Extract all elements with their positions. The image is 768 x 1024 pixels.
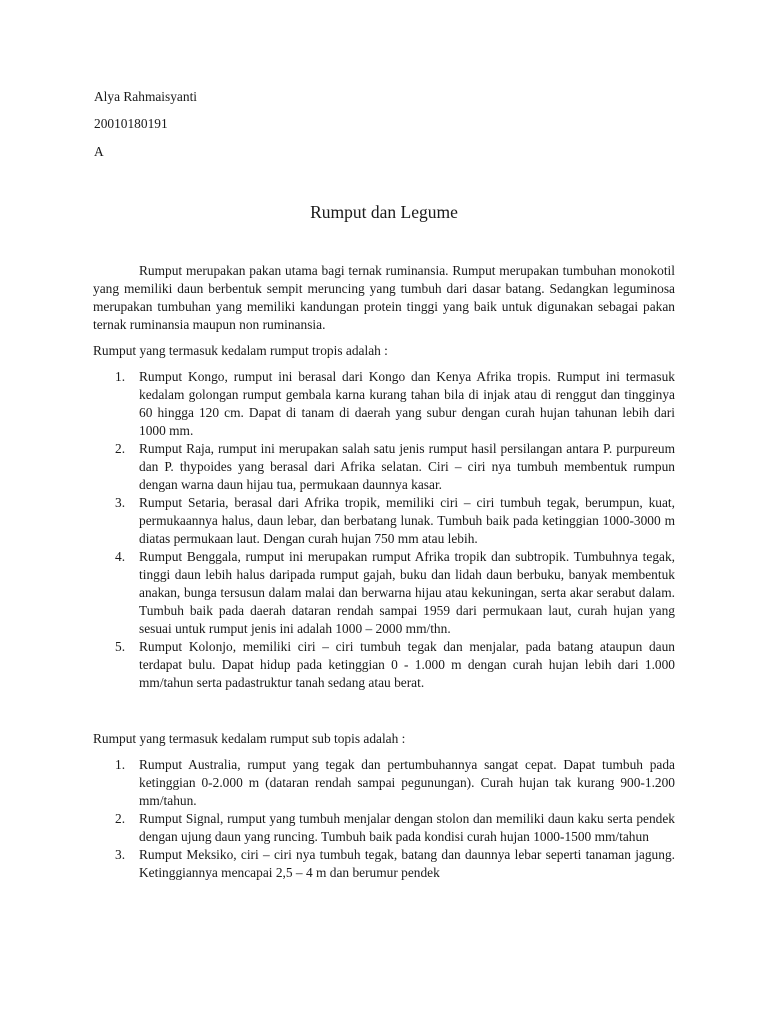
author-name: Alya Rahmaisyanti [94, 89, 198, 104]
tropical-lead: Rumput yang termasuk kedalam rumput tropis adalah : [93, 343, 388, 358]
list-item [93, 494, 675, 548]
list-number: 1. [115, 757, 126, 772]
list-item-text: Rumput Kolonjo, memiliki ciri – ciri tumbuh tegak dan menjalar, pada batang ataupun daun terdapat bulu. Dapat hidup pada ketinggian 0 - 1.000 m dengan curah hujan lebih dari 1.000 mm/tahun serta padastruktur tanah sedang atau berat. [139, 639, 675, 690]
list-number: 2. [115, 441, 126, 456]
list-item-text: Rumput Signal, rumput yang tumbuh menjalar dengan stolon dan memiliki daun kaku serta pendek dengan ujung daun yang runcing. Tumbuh baik pada kondisi curah hujan 1000-1500 mm/tahun [139, 811, 675, 844]
list-item-text: Rumput Australia, rumput yang tegak dan pertumbuhannya sangat cepat. Dapat tumbuh pada ketinggian 0-2.000 m (dataran rendah sampai pegunungan). Curah hujan tak kurang 900-1.200 mm/tahun. [139, 757, 675, 808]
subtropical-list [93, 756, 675, 882]
intro-paragraph: Rumput merupakan pakan utama bagi ternak ruminansia. Rumput merupakan tumbuhan monokotil yang memiliki daun berbentuk sempit meruncing yang tumbuh dari dasar batang. Sedangkan leguminosa merupakan tumbuhan yang memiliki kandungan protein tinggi yang baik untuk digunakan sebagai pakan ternak ruminansia maupun non ruminansia. [93, 263, 675, 332]
list-item [93, 810, 675, 846]
class-label: A [94, 144, 104, 159]
list-number: 3. [115, 495, 126, 510]
list-item-text: Rumput Setaria, berasal dari Afrika tropik, memiliki ciri – ciri tumbuh tegak, berumpun, kuat, permukaannya halus, daun lebar, dan berbatang lunak. Tumbuh baik pada ketinggian 1000-3000 m diatas permukaan laut. Dengan curah hujan 750 mm atau lebih. [139, 495, 675, 546]
list-item-text: Rumput Raja, rumput ini merupakan salah satu jenis rumput hasil persilangan antara P. purpureum dan P. thypoides yang berasal dari Afrika selatan. Ciri – ciri nya tumbuh membentuk rumpun dengan warna daun hijau tua, permukaan daunnya kasar. [139, 441, 675, 492]
list-item-text: Rumput Meksiko, ciri – ciri nya tumbuh tegak, batang dan daunnya lebar seperti tanaman jagung. Ketinggiannya mencapai 2,5 – 4 m dan berumur pendek [139, 847, 675, 880]
list-item [93, 440, 675, 494]
list-item [93, 548, 675, 638]
list-number: 3. [115, 847, 126, 862]
list-number: 5. [115, 639, 126, 654]
document-body [93, 262, 675, 882]
subtropical-lead: Rumput yang termasuk kedalam rumput sub topis adalah : [93, 731, 406, 746]
list-item [93, 846, 675, 882]
student-id: 20010180191 [94, 116, 168, 131]
list-item-text: Rumput Benggala, rumput ini merupakan rumput Afrika tropik dan subtropik. Tumbuhnya tegak, tinggi daun lebih halus daripada rumput gajah, buku dan lidah daun berbuku, banyak membentuk anakan, bunga tersusun dalam malai dan berwarna hijau atau kekuningan, serta akar serabut dalam. Tumbuh baik pada daerah dataran rendah sampai 1959 dari permukaan laut, curah hujan yang sesuai untuk rumput jenis ini adalah 1000 – 2000 mm/thn. [139, 549, 675, 636]
list-item [93, 638, 675, 692]
list-number: 1. [115, 369, 126, 384]
list-number: 4. [115, 549, 126, 564]
tropical-list [93, 368, 675, 692]
list-item [93, 756, 675, 810]
document-title: Rumput dan Legume [310, 202, 458, 222]
list-item [93, 368, 675, 440]
list-number: 2. [115, 811, 126, 826]
list-item-text: Rumput Kongo, rumput ini berasal dari Kongo dan Kenya Afrika tropis. Rumput ini termasuk kedalam golongan rumput gembala karna kurang tahan bila di injak atau di renggut dan tingginya 60 hingga 120 cm. Dapat di tanam di daerah yang subur dengan curah hujan tahunan lebih dari 1000 mm. [139, 369, 675, 438]
